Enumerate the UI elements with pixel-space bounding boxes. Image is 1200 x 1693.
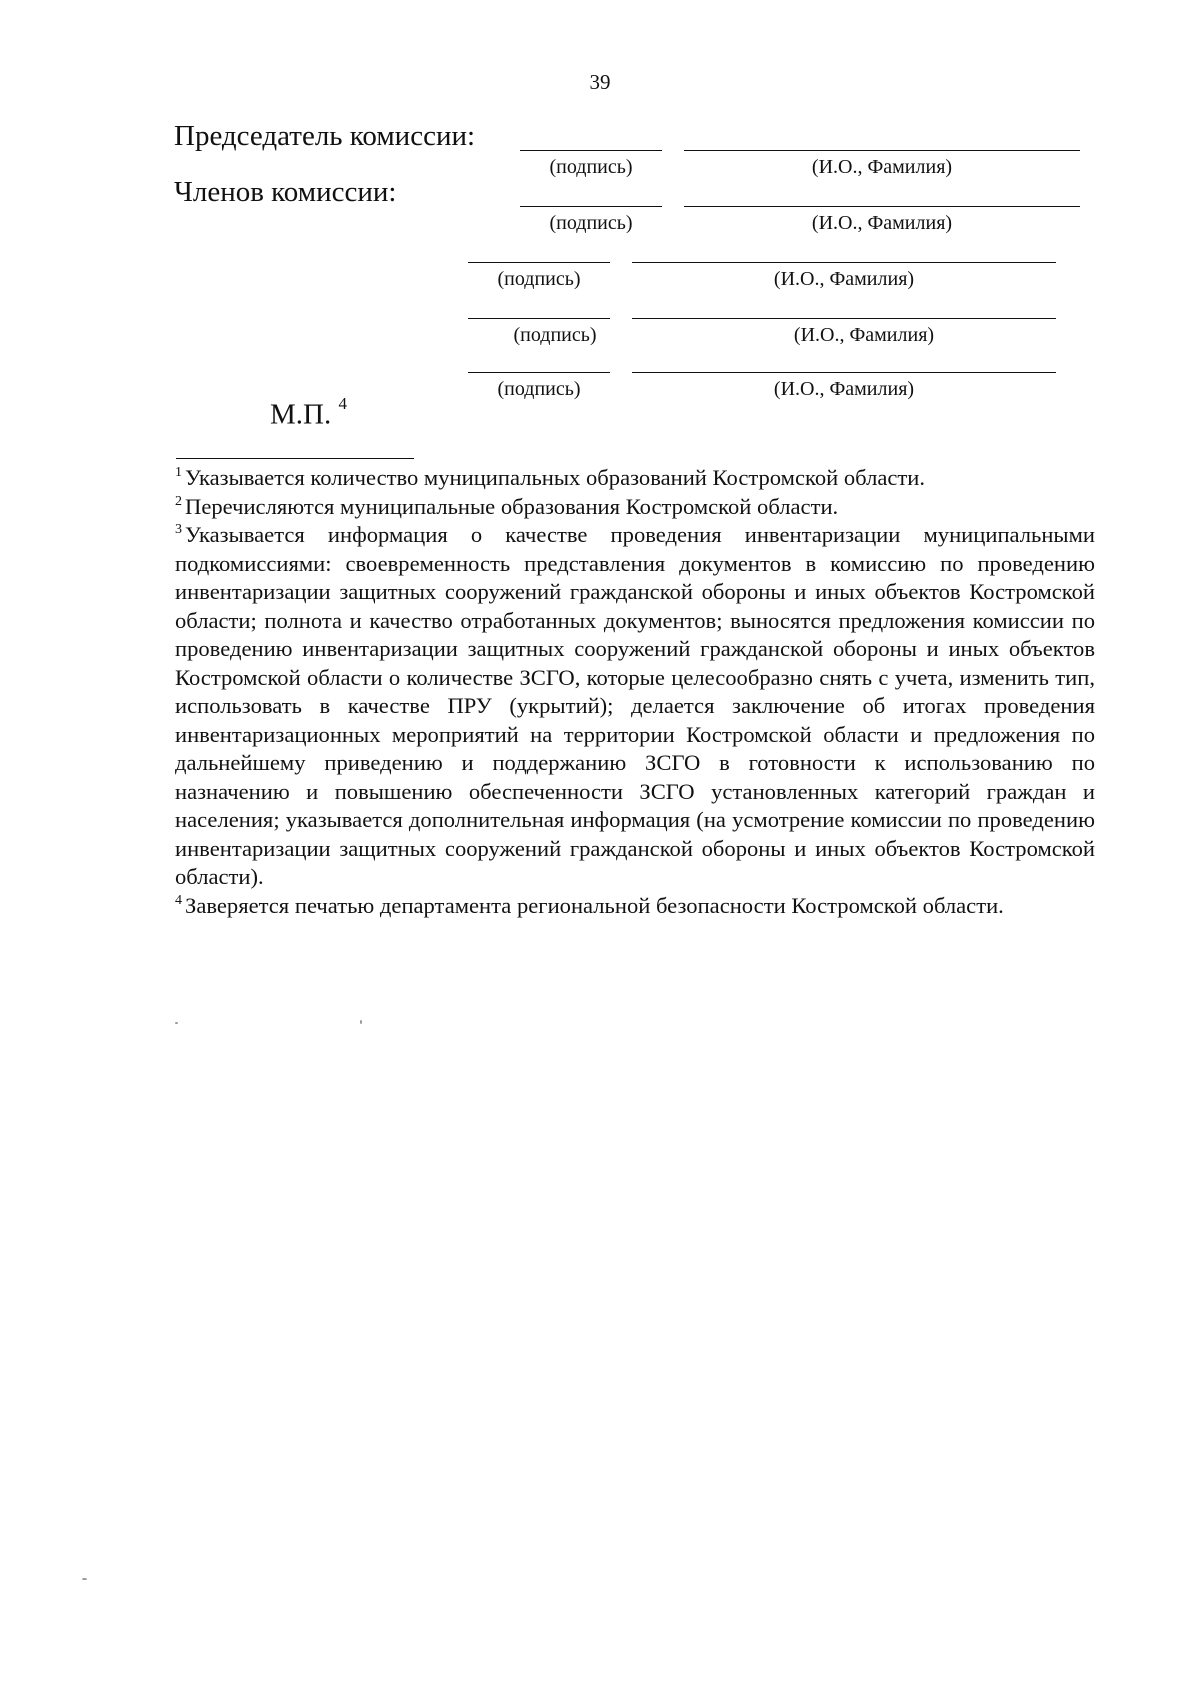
signature-caption: (подпись): [549, 156, 633, 178]
signature-line: [468, 372, 610, 373]
name-line: [632, 372, 1056, 373]
name-line: [632, 262, 1056, 263]
chairman-label: Председатель комиссии:: [174, 120, 476, 152]
footnote-number: 2: [175, 493, 182, 509]
signature-caption: (подпись): [497, 378, 581, 400]
footnote-text: Заверяется печатью департамента региональной безопасности Костромской области.: [185, 892, 1004, 918]
footnote-2: [175, 493, 1095, 522]
signature-line: [468, 262, 610, 263]
footnote-number: 4: [175, 892, 182, 908]
footnote-number: 3: [175, 522, 182, 538]
name-caption: (И.О., Фамилия): [811, 156, 953, 178]
name-line: [632, 318, 1056, 319]
signature-line: [520, 206, 662, 207]
name-line: [684, 206, 1080, 207]
name-caption: (И.О., Фамилия): [793, 324, 935, 346]
stamp-placeholder: [270, 394, 347, 432]
footnote-separator: [176, 458, 414, 459]
signature-caption: (подпись): [549, 212, 633, 234]
name-caption: (И.О., Фамилия): [811, 212, 953, 234]
scan-speck: [360, 1020, 362, 1024]
footnote-text: Указывается информация о качестве проведения инвентаризации муниципальными подкомиссиями: своевременность представления документов в комиссию по проведению инвентаризации защитных сооружений гражданской обороны и иных объектов Костромской области; полнота и качество отработанных документов; выносятся предложения комиссии по проведению инвентаризации защитных сооружений гражданской обороны и иных объектов Костромской области о количестве ЗСГО, которые целесообразно снять с учета, изменить тип, использовать в качестве ПРУ (укрытий); делается заключение об итогах проведения инвентаризационных мероприятий на территории Костромской области и предложения по дальнейшему приведению и поддержанию ЗСГО в готовности к использованию по назначению и повышению обеспеченности ЗСГО установленных категорий граждан и населения; указывается дополнительная информация (на усмотрение комиссии по проведению инвентаризации защитных сооружений гражданской обороны и иных объектов Костромской области).: [175, 522, 1095, 889]
signature-caption: (подпись): [513, 324, 597, 346]
scan-speck: [82, 1578, 87, 1580]
signature-caption: (подпись): [497, 268, 581, 290]
footnote-text: Указывается количество муниципальных образований Костромской области.: [185, 465, 926, 490]
footnote-number: 1: [175, 465, 182, 481]
footnote-1: [175, 464, 1095, 493]
footnote-3: [175, 521, 1095, 892]
stamp-label: М.П.: [270, 398, 332, 431]
members-label: Членов комиссии:: [174, 176, 397, 208]
signature-line: [468, 318, 610, 319]
stamp-footnote-ref: 4: [338, 394, 347, 413]
name-caption: (И.О., Фамилия): [773, 378, 915, 400]
footnote-text: Перечисляются муниципальные образования Костромской области.: [185, 493, 839, 519]
scan-speck: [175, 1022, 178, 1024]
signature-line: [520, 150, 662, 151]
name-line: [684, 150, 1080, 151]
page-number: 39: [589, 70, 611, 94]
footnotes: [175, 464, 1095, 920]
footnote-4: [175, 892, 1095, 921]
name-caption: (И.О., Фамилия): [773, 268, 915, 290]
